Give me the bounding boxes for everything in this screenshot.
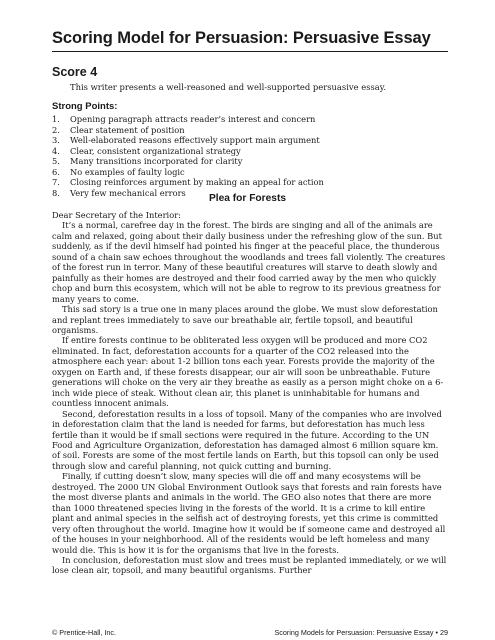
footer-copyright: © Prentice-Hall, Inc. [52,628,117,637]
essay-paragraph: In conclusion, deforestation must slow and trees must be replanted immediately, or we will lose clean air, topsoil, and many beautiful organisms. Further [52,554,447,576]
essay-paragraph: If entire forests continue to be obliterated less oxygen will be produced and more CO2 eliminated. In fact, deforestation accounts for a quarter of the CO2 released into the atmosphere each year: about 1-2 billion tons each year. Forests provide the majority of the oxygen on Earth and, if these forests disappear, our air will soon be unbreathable. Future generations will choke on the very air they breathe as easily as a person might choke on a 6-inch wide piece of steak. Without clean air, this planet is uninhabitable for humans and countless innocent animals. [52,335,444,409]
title-underline [52,51,448,52]
footer-page-info: Scoring Models for Persuasion: Persuasive Essay • 29 [274,628,448,637]
list-item-number: 5. [52,156,60,166]
list-item-text: Very few mechanical errors [70,187,186,198]
list-item-text: Closing reinforces argument by making an appeal for action [70,177,324,187]
list-item-text: Clear, consistent organizational strategy [70,145,241,156]
essay-body [52,210,448,576]
list-item [52,125,324,136]
list-item [52,114,324,125]
page-title: Scoring Model for Persuasion: Persuasive Essay [52,29,431,47]
page-footer [52,628,448,637]
strong-points-list [52,114,324,198]
essay-paragraph: Second, deforestation results in a loss of topsoil. Many of the companies who are involved in deforestation claim that the land is needed for farms, but deforestation has much less fertile than it would be if small sections were required in the future. According to the UN Food and Agriculture Organization, deforestation has damaged almost 6 million square km. of soil. Forests are some of the most fertile lands on Earth, but this topsoil can only be used through slow and careful planning, not quick cutting and burning. [52,408,442,471]
essay-title: Plea for Forests [209,193,286,204]
list-item-number: 2. [52,124,60,135]
essay-paragraph: This sad story is a true one in many places around the globe. We must slow deforestation and replant trees immediately to save our breathable air, fertile topsoil, and beautiful organisms. [52,304,438,335]
list-item-text: Opening paragraph attracts reader’s interest and concern [70,114,316,124]
list-item [52,177,324,188]
list-item-number: 7. [52,177,60,187]
strong-points-heading: Strong Points: [52,101,118,112]
list-item [52,167,324,178]
list-item-text: Many transitions incorporated for clarity [70,156,243,166]
list-item-text: No examples of faulty logic [70,166,185,177]
list-item [52,156,324,167]
list-item-text: Clear statement of position [70,124,185,135]
essay-paragraph: It’s a normal, carefree day in the forest. The birds are singing and all of the animals are calm and relaxed, going about their daily business under the refreshing glow of the sun. But suddenly, as if the devil himself had pointed his finger at the peaceful place, the thunderous sound of a chain saw echoes throughout the woodlands and trees fall violently. The creatures of the forest run in terror. Many of these beautiful creatures will starve to death slowly and painfully as their homes are destroyed and their food carried away by the men who quickly chop and burn this ecosystem, which will not be able to regrow to its previous greatness for many years to come. [52,220,446,304]
score-description: This writer presents a well-reasoned and well-supported persuasive essay. [70,82,387,92]
list-item-number: 4. [52,145,60,156]
list-item-number: 6. [52,166,60,177]
score-heading: Score 4 [52,65,98,79]
essay-paragraph: Finally, if cutting doesn’t slow, many species will die off and many ecosystems will be destroyed. The 2000 UN Global Environment Outlook says that forests and rain forests have the most diverse plants and animals in the world. The GEO also notes that there are more than 1000 threatened species living in the forests of the world. It is a crime to kill entire plant and animal species in the selfish act of destroying forests, yet this crime is committed very often throughout the world. Imagine how it would be if someone came and destroyed all of the houses in your neighborhood. All of the residents would be left homeless and many would die. This is how it is for the organisms that live in the forests. [52,471,446,555]
list-item [52,146,324,157]
list-item-number: 1. [52,114,60,124]
list-item-number: 8. [52,187,60,198]
list-item-number: 3. [52,135,60,145]
list-item [52,135,324,146]
essay-salutation: Dear Secretary of the Interior: [52,210,181,220]
list-item-text: Well-elaborated reasons effectively support main argument [70,135,320,145]
